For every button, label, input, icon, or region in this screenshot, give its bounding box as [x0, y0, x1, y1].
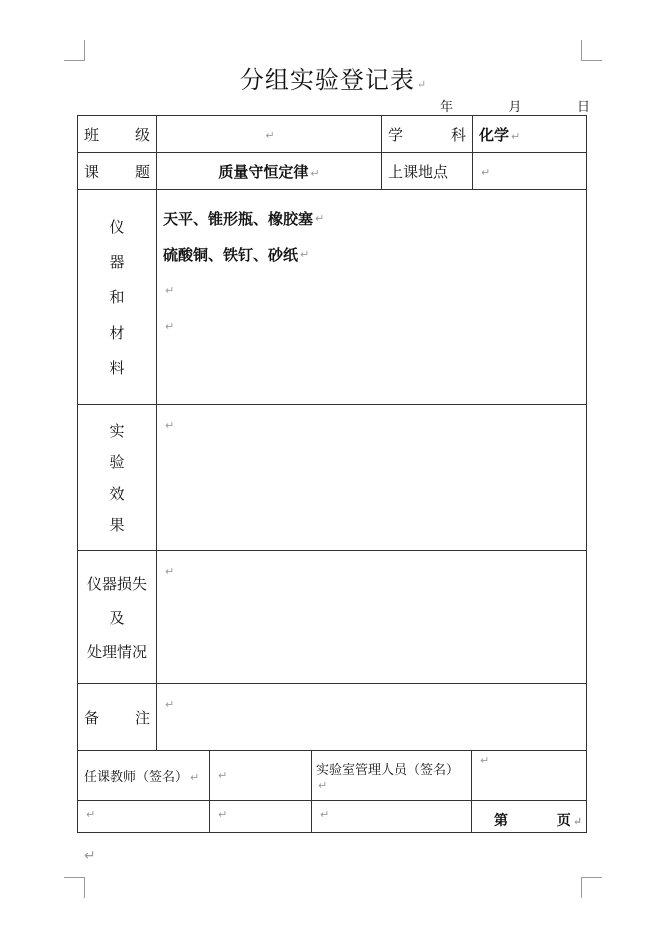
remarks-value-cell[interactable]	[157, 684, 587, 751]
return-mark: ↵	[511, 129, 521, 143]
return-mark: ↵	[320, 808, 330, 821]
page-number-cell	[472, 801, 587, 833]
signature-table	[77, 750, 587, 833]
topic-label-cell	[78, 153, 157, 190]
admin-label-cell	[312, 751, 472, 801]
admin-signature-label: 实验室管理人员（签名）	[316, 762, 460, 778]
class-label-2: 级	[134, 125, 150, 144]
return-mark: ↵	[310, 166, 320, 180]
damage-label-line: 仪器损失	[86, 574, 147, 593]
return-mark: ↵	[165, 698, 175, 711]
effect-label-char: 果	[109, 515, 125, 534]
date-line	[440, 96, 590, 115]
page-title	[0, 60, 667, 95]
footer-empty-cell-3[interactable]	[312, 801, 472, 833]
return-mark: ↵	[165, 565, 175, 578]
location-label: 上课地点	[388, 162, 449, 181]
instruments-label-char: 料	[109, 358, 125, 377]
instruments-label-char: 和	[109, 288, 125, 307]
return-mark: ↵	[572, 815, 582, 828]
effect-label-cell	[78, 405, 157, 551]
remarks-label-cell	[78, 684, 157, 751]
damage-label-line: 及	[109, 608, 125, 627]
effect-label-char: 实	[109, 422, 125, 441]
topic-label-2: 题	[134, 162, 150, 181]
registration-table	[77, 115, 587, 751]
return-mark: ↵	[300, 247, 310, 261]
effect-label-char: 效	[109, 484, 125, 503]
instruments-value-cell[interactable]	[157, 190, 587, 405]
subject-value-cell[interactable]	[473, 116, 587, 153]
title-text: 分组实验登记表	[239, 66, 415, 94]
topic-label-1: 课	[84, 162, 100, 181]
trailing-paragraph-mark	[82, 845, 96, 864]
return-mark: ↵	[86, 808, 96, 821]
crop-mark-top-left	[64, 40, 85, 61]
damage-label-line: 处理情况	[86, 642, 147, 661]
return-mark: ↵	[481, 166, 491, 179]
instruments-label-char: 仪	[109, 218, 125, 237]
teacher-label-cell	[78, 751, 210, 801]
subject-label-2: 科	[450, 125, 466, 144]
return-mark: ↵	[318, 778, 328, 792]
footer-empty-cell-2[interactable]	[210, 801, 312, 833]
instruments-label-cell	[78, 190, 157, 405]
return-mark: ↵	[480, 754, 490, 767]
instruments-label-char: 器	[109, 253, 125, 272]
remarks-label-2: 注	[134, 708, 150, 727]
class-label-1: 班	[84, 125, 100, 144]
crop-mark-bottom-right	[581, 877, 602, 898]
subject-label-1: 学	[388, 125, 404, 144]
admin-signature-cell[interactable]	[472, 751, 587, 801]
return-mark: ↵	[315, 211, 325, 225]
class-label-cell	[78, 116, 157, 153]
instruments-label-char: 材	[109, 323, 125, 342]
topic-value-cell[interactable]	[157, 153, 382, 190]
teacher-signature-label: 任课教师（签名）	[84, 770, 189, 785]
damage-label-cell	[78, 551, 157, 684]
instruments-line: 天平、锥形瓶、橡胶塞	[163, 209, 314, 228]
subject-label-cell	[382, 116, 473, 153]
date-month: 月	[508, 100, 522, 115]
footer-empty-cell-1[interactable]	[78, 801, 210, 833]
page-label-1: 第	[494, 813, 508, 829]
location-value-cell[interactable]	[473, 153, 587, 190]
remarks-label-1: 备	[84, 708, 100, 727]
return-mark: ↵	[165, 319, 175, 333]
return-mark: ↵	[416, 78, 428, 91]
effect-value-cell[interactable]	[157, 405, 587, 551]
return-mark: ↵	[84, 848, 96, 864]
topic-value: 质量守恒定律	[218, 162, 309, 181]
return-mark: ↵	[165, 283, 175, 297]
damage-value-cell[interactable]	[157, 551, 587, 684]
page-label-2: 页	[556, 813, 571, 829]
crop-mark-bottom-left	[64, 877, 85, 898]
location-label-cell	[382, 153, 473, 190]
return-mark: ↵	[190, 771, 200, 784]
instruments-line: 硫酸铜、铁钉、砂纸	[163, 245, 299, 264]
teacher-signature-cell[interactable]	[210, 751, 312, 801]
date-year: 年	[440, 100, 454, 115]
effect-label-char: 验	[109, 453, 125, 472]
return-mark: ↵	[165, 419, 175, 432]
date-day: 日	[576, 100, 590, 115]
crop-mark-top-right	[581, 40, 602, 61]
return-mark: ↵	[265, 129, 275, 142]
return-mark: ↵	[218, 808, 228, 821]
subject-value: 化学	[479, 125, 510, 144]
class-value-cell[interactable]	[157, 116, 382, 153]
return-mark: ↵	[218, 769, 228, 782]
